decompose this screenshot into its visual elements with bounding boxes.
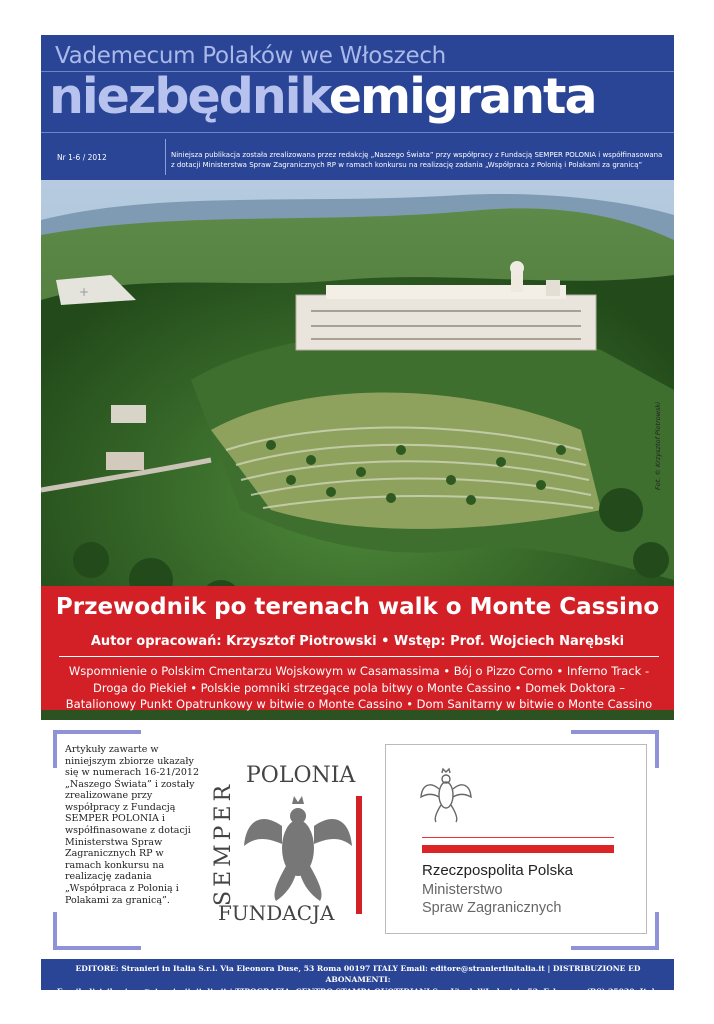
svg-text:+: + <box>79 285 90 299</box>
flag-white-line <box>422 837 614 838</box>
publication-note: Niniejsza publikacja została zrealizowana przez redakcję „Naszego Świata” przy współpracy z Fundacją SEMPER POLONIA i współfinasowana z dotacji Ministerstwa Spraw Zagranicznych RP w ramach konkursu na realizację zadania „Współpraca z Polonią i Polakami za granicą” <box>171 151 663 170</box>
partners-section <box>41 728 674 954</box>
eagle-icon <box>244 796 352 901</box>
title-part-2: emigranta <box>328 68 596 125</box>
semper-polonia-top: POLONIA <box>246 763 356 788</box>
masthead-divider-bottom <box>41 132 674 133</box>
semper-polonia-logo <box>206 756 376 926</box>
semper-polonia-bottom: FUNDACJA <box>218 901 335 925</box>
title-part-1: niezbędnik <box>49 68 329 125</box>
footer-line-1: EDITORE: Stranieri in Italia S.r.l. Via Eleonora Duse, 53 Roma 00197 ITALY Email: editore@stranieriinitalia.it | DISTRIBUZIONE ED ABONAMENTI: <box>75 964 641 985</box>
footer-text <box>47 963 669 997</box>
feature-banner <box>41 586 674 710</box>
msz-country: Rzeczpospolita Polska <box>422 862 573 879</box>
info-text: Artykuły zawarte w niniejszym zbiorze ukazały się w numerach 16-21/2012 „Naszego Świata” i zostały zrealizowane przy współpracy z Fundacją SEMPER POLONIA i współfinasowane z dotacji Ministerstwa Spraw Zagranicznych RP w ramach konkursu na realizację zadania „Współpraca z Polonią i Polakami za granicą”. <box>65 744 200 906</box>
msz-logo <box>385 744 647 934</box>
magazine-cover <box>41 35 674 996</box>
photo-credit: Fot. © Krzysztof Piotrowski <box>654 401 662 490</box>
flag-red-band <box>422 845 614 853</box>
masthead-title <box>49 68 596 127</box>
issue-number: Nr 1-6 / 2012 <box>57 153 107 162</box>
masthead <box>41 35 674 180</box>
feature-author-line: Autor opracowań: Krzysztof Piotrowski • Wstęp: Prof. Wojciech Narębski <box>90 634 625 649</box>
feature-title: Przewodnik po terenach walk o Monte Cassino <box>55 594 660 620</box>
publisher-footer <box>41 959 674 996</box>
semper-polonia-left: SEMPER <box>211 780 236 906</box>
msz-ministry: Ministerstwo <box>422 882 503 898</box>
feature-divider <box>59 656 659 657</box>
msz-ministry-name: Spraw Zagranicznych <box>422 900 562 916</box>
polish-eagle-icon <box>416 765 476 825</box>
masthead-subtitle: Vademecum Polaków we Włoszech <box>55 43 446 69</box>
feature-topics: Wspomnienie o Polskim Cmentarzu Wojskowym w Casamassima • Bój o Pizzo Corno • Inferno Track - Droga do Piekieł • Polskie pomniki strzegące pola bitwy o Monte Cassino • Domek Doktora – Batalionowy Punkt Opatrunkowy w bitwie o Monte Cassino • Dom Sanitarny w bitwie o Monte Cassino <box>65 664 653 712</box>
footer-line-2: Email: distribuzione@stranieriinitalia.it | TIPOGRAFIA: CENTRO STAMPA QUOTIDIANI Spa Via dell'Industria 52, Erbusco - (BS) 25030, Italy <box>56 986 660 996</box>
masthead-vertical-divider <box>165 139 166 175</box>
